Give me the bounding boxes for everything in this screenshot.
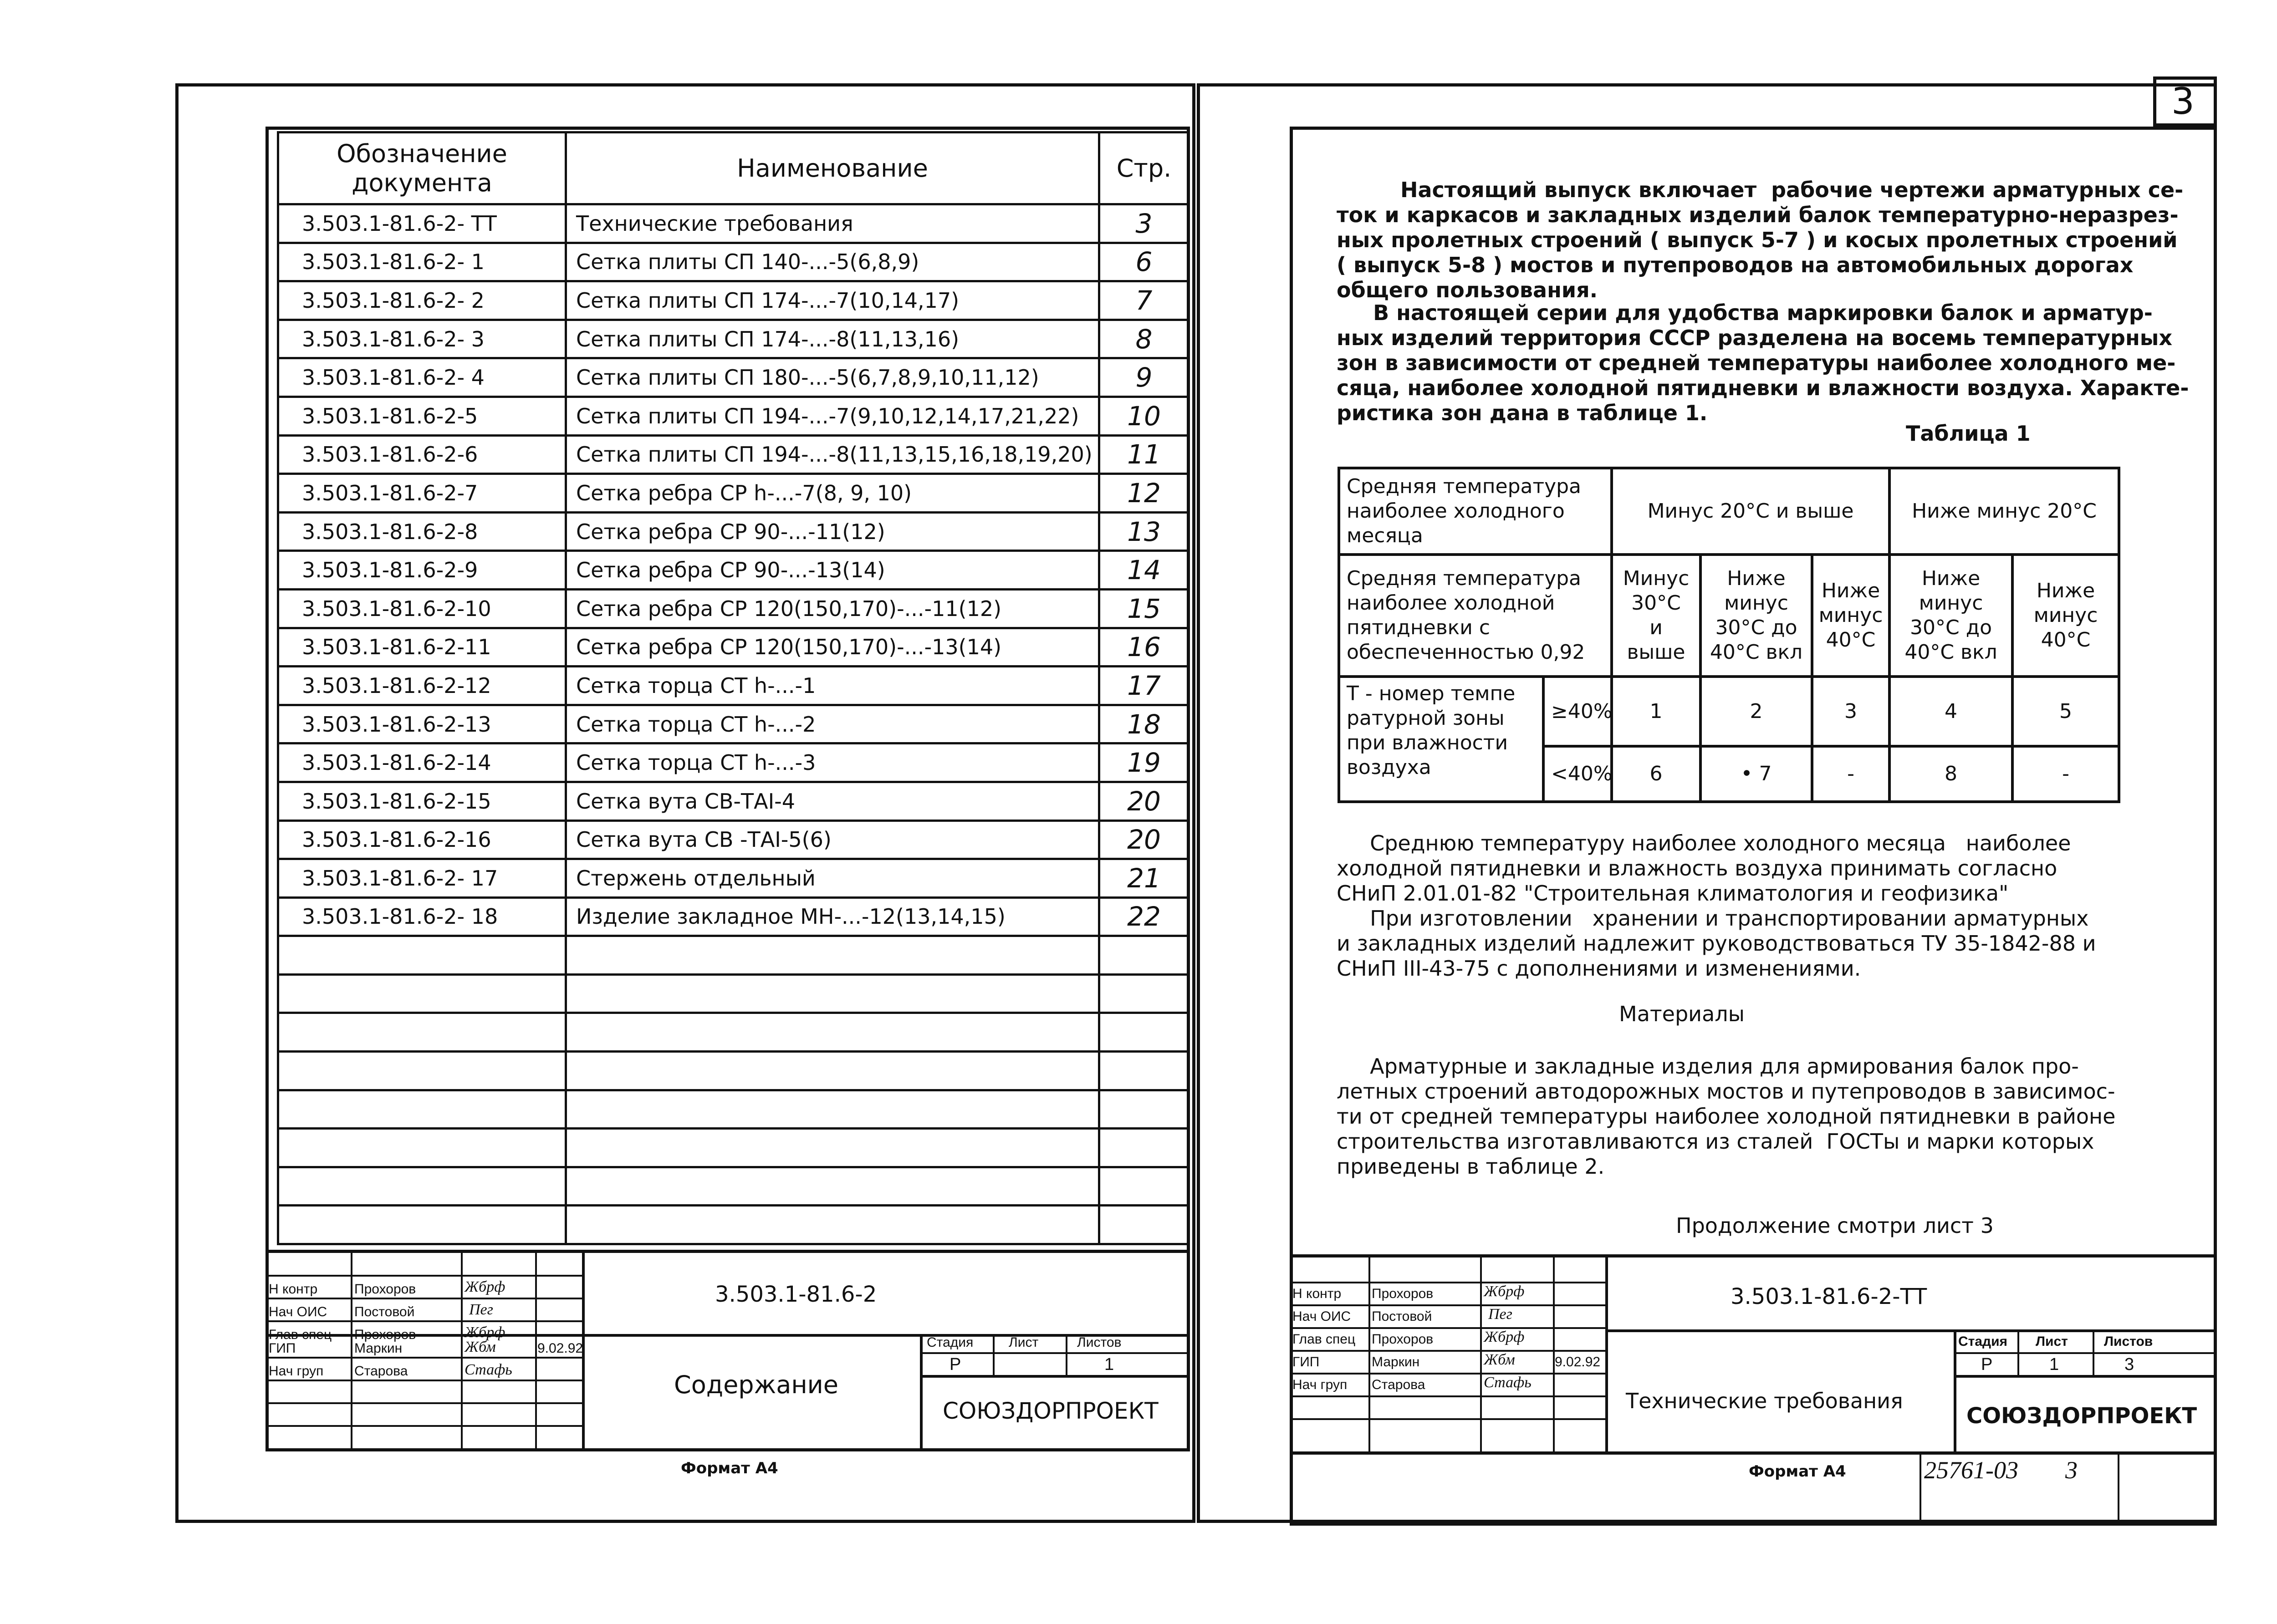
zone-5: 5 xyxy=(2012,677,2119,746)
table-row xyxy=(278,589,1189,628)
zone-2: 2 xyxy=(1700,677,1812,746)
table-row xyxy=(278,782,1189,820)
row-code: 3.503.1-81.6-2-6 xyxy=(278,435,566,474)
row-page: 9 xyxy=(1099,358,1189,397)
right-role-2: Глав спец xyxy=(1292,1332,1356,1347)
row-name xyxy=(566,1129,1099,1167)
row-name: Сетка плиты СП 174-...-7(10,14,17) xyxy=(566,281,1099,320)
left-sheet-label: Лист xyxy=(1009,1335,1039,1350)
row-name: Сетка плиты СП 174-...-8(11,13,16) xyxy=(566,320,1099,358)
left-signature-3: Жбм xyxy=(465,1339,496,1355)
left-person-0: Прохоров xyxy=(354,1282,416,1297)
humidity-high: ≥40% xyxy=(1543,677,1612,746)
zone-row-month xyxy=(1339,468,2119,555)
right-role-1: Нач ОИС xyxy=(1292,1309,1351,1324)
row-page: 15 xyxy=(1099,589,1189,628)
row-page xyxy=(1099,1013,1189,1052)
right-role-3: ГИП xyxy=(1292,1354,1320,1369)
row-name: Сетка плиты СП 140-...-5(6,8,9) xyxy=(566,243,1099,281)
row-code xyxy=(278,1052,566,1090)
row-name: Сетка ребра СР 90-...-11(12) xyxy=(566,512,1099,551)
climate-paragraph: Среднюю температуру наиболее холодного месяца наиболее холодной пятидневки и влажность воздуха принимать согласно СНиП 2.01.01-82 "Строительная климатология и геофизика" При изготовлении хранении и транспортировании арматурных и закладных изделий надлежит руководствоваться ТУ 35-1842-88 и СНиП III-43-75 с дополнениями и изменениями. xyxy=(1337,831,2096,981)
row-code xyxy=(278,1013,566,1052)
left-sheets: 1 xyxy=(1104,1355,1114,1374)
table-row xyxy=(278,1090,1189,1129)
left-org: СОЮЗДОРПРОЕКТ xyxy=(943,1398,1159,1424)
row-name: Сетка торца СТ h-...-1 xyxy=(566,667,1099,705)
table-row xyxy=(278,512,1189,551)
archive-number: 25761-03 xyxy=(1924,1456,2018,1484)
table-row xyxy=(278,974,1189,1013)
left-signature-0: Жбрф xyxy=(465,1278,505,1295)
archive-sheet: 3 xyxy=(2065,1456,2078,1484)
zones-paragraph: В настоящей серии для удобства маркировки балок и арматур- ных изделий территория СССР разделена на восемь температурных зон в зависимости от средней температуры наиболее холодного ме- сяца, наиболее холодной пятидневки и влажности воздуха. Характе- ристика зон дана в таблице 1. xyxy=(1337,300,2189,425)
right-sheets: 3 xyxy=(2124,1355,2134,1374)
right-person-4: Старова xyxy=(1372,1377,1425,1392)
zone-none-b: - xyxy=(2012,746,2119,802)
zone-8: 8 xyxy=(1889,746,2012,802)
zone-none-a: - xyxy=(1812,746,1889,802)
right-format: Формат А4 xyxy=(1749,1462,1846,1481)
table-row xyxy=(278,358,1189,397)
row-page: 21 xyxy=(1099,859,1189,898)
zone-1: 1 xyxy=(1612,677,1700,746)
row-name: Сетка торца СТ h-...-2 xyxy=(566,705,1099,743)
left-date: 9.02.92 xyxy=(537,1341,583,1356)
table-row xyxy=(278,1013,1189,1052)
right-person-2: Прохоров xyxy=(1372,1332,1434,1347)
row-code xyxy=(278,1167,566,1206)
zone-3: 3 xyxy=(1812,677,1889,746)
right-org: СОЮЗДОРПРОЕКТ xyxy=(1966,1403,2197,1429)
row-name: Сетка ребра СР h-...-7(8, 9, 10) xyxy=(566,474,1099,513)
row-name xyxy=(566,936,1099,975)
table-row xyxy=(278,1129,1189,1167)
row-code: 3.503.1-81.6-2-15 xyxy=(278,782,566,820)
left-signature-4: Стафь xyxy=(465,1361,512,1378)
intro-paragraph: Настоящий выпуск включает рабочие чертежи арматурных се- ток и каркасов и закладных изделий балок температурно-неразрез- ных пролетных строений ( выпуск 5-7 ) и косых пролетных строений ( выпуск 5-8 ) мостов и путепроводов на автомобильных дорогах общего пользования. xyxy=(1337,178,2184,302)
table-row xyxy=(278,474,1189,513)
left-stage: Р xyxy=(950,1355,961,1374)
right-signature-0: Жбрф xyxy=(1484,1283,1525,1300)
row-page xyxy=(1099,974,1189,1013)
left-role-2: Глав спец xyxy=(269,1327,332,1342)
row-code xyxy=(278,1090,566,1129)
right-person-0: Прохоров xyxy=(1372,1286,1434,1301)
table-row xyxy=(278,743,1189,782)
row-name: Сетка ребра СР 120(150,170)-...-13(14) xyxy=(566,628,1099,667)
right-sheets-label: Листов xyxy=(2104,1334,2153,1349)
continuation-note: Продолжение смотри лист 3 xyxy=(1676,1213,1994,1238)
zone-row-high-humidity xyxy=(1339,677,2119,746)
row-code: 3.503.1-81.6-2-13 xyxy=(278,705,566,743)
row-page xyxy=(1099,1206,1189,1244)
left-role-1: Нач ОИС xyxy=(269,1304,327,1319)
row-page xyxy=(1099,1090,1189,1129)
row-code: 3.503.1-81.6-2- 18 xyxy=(278,897,566,936)
row-page: 19 xyxy=(1099,743,1189,782)
row-name xyxy=(566,1013,1099,1052)
row-name: Сетка плиты СП 194-...-8(11,13,15,16,18,19,20) xyxy=(566,435,1099,474)
row-name: Изделие закладное МН-...-12(13,14,15) xyxy=(566,897,1099,936)
contents-header-row xyxy=(278,132,1189,204)
row-code: 3.503.1-81.6-2- ТТ xyxy=(278,204,566,243)
table-row xyxy=(278,897,1189,936)
row-page: 6 xyxy=(1099,243,1189,281)
materials-paragraph: Арматурные и закладные изделия для армирования балок про- летных строений автодорожных мостов и путепроводов в зависимос- ти от средней температуры наиболее холодной пятидневки в районе строительства изготавливаются из сталей ГОСТы и марки которых приведены в таблице 2. xyxy=(1337,1054,2116,1179)
header-designation: Обозначение документа xyxy=(278,132,566,204)
zone-row-week xyxy=(1339,555,2119,677)
table-row xyxy=(278,243,1189,281)
right-stage-label: Стадия xyxy=(1958,1334,2008,1349)
table-row xyxy=(278,435,1189,474)
row-page: 18 xyxy=(1099,705,1189,743)
row-page xyxy=(1099,1052,1189,1090)
row-code: 3.503.1-81.6-2- 2 xyxy=(278,281,566,320)
right-sheet: 1 xyxy=(2049,1355,2059,1374)
row-page xyxy=(1099,1129,1189,1167)
table-row xyxy=(278,859,1189,898)
right-role-4: Нач груп xyxy=(1292,1377,1348,1392)
table-row xyxy=(278,1052,1189,1090)
row-code xyxy=(278,1206,566,1244)
zone-6: 6 xyxy=(1612,746,1700,802)
right-role-0: Н контр xyxy=(1292,1286,1342,1301)
left-role-3: ГИП xyxy=(269,1341,296,1356)
right-signature-4: Стафь xyxy=(1484,1374,1532,1391)
right-signature-2: Жбрф xyxy=(1484,1329,1525,1345)
month-below-minus20: Ниже минус 20°С xyxy=(1889,468,2119,555)
right-stage: Р xyxy=(1981,1355,1993,1374)
row-page: 13 xyxy=(1099,512,1189,551)
row-code: 3.503.1-81.6-2-16 xyxy=(278,820,566,859)
zone-7: • 7 xyxy=(1700,746,1812,802)
row-code: 3.503.1-81.6-2-12 xyxy=(278,667,566,705)
right-person-3: Маркин xyxy=(1372,1354,1420,1369)
row-code: 3.503.1-81.6-2-10 xyxy=(278,589,566,628)
row-page: 20 xyxy=(1099,820,1189,859)
table-row xyxy=(278,204,1189,243)
row-page: 17 xyxy=(1099,667,1189,705)
row-page: 22 xyxy=(1099,897,1189,936)
left-signature-2: Жбрф xyxy=(465,1324,505,1341)
zone-number-label: Т - номер темпе ратурной зоны при влажности воздуха xyxy=(1339,677,1543,802)
row-code: 3.503.1-81.6-2- 3 xyxy=(278,320,566,358)
row-name: Стержень отдельный xyxy=(566,859,1099,898)
row-page: 8 xyxy=(1099,320,1189,358)
row-page xyxy=(1099,1167,1189,1206)
row-code: 3.503.1-81.6-2-11 xyxy=(278,628,566,667)
table-row xyxy=(278,820,1189,859)
row-page xyxy=(1099,936,1189,975)
row-page: 10 xyxy=(1099,397,1189,435)
month-label: Средняя температура наиболее холодного месяца xyxy=(1339,468,1612,555)
row-code xyxy=(278,974,566,1013)
row-code: 3.503.1-81.6-2- 17 xyxy=(278,859,566,898)
row-name: Сетка торца СТ h-...-3 xyxy=(566,743,1099,782)
right-signature-1: Пег xyxy=(1488,1306,1512,1323)
contents-table xyxy=(277,131,1190,1245)
week-c4: Ниже минус 30°С до 40°С вкл xyxy=(1889,555,2012,677)
right-signature-3: Жбм xyxy=(1484,1351,1515,1368)
row-code: 3.503.1-81.6-2-5 xyxy=(278,397,566,435)
table-row xyxy=(278,936,1189,975)
row-name xyxy=(566,974,1099,1013)
week-c3: Ниже минус 40°С xyxy=(1812,555,1889,677)
row-name: Сетка вута СВ -ТАI-5(6) xyxy=(566,820,1099,859)
right-title: Технические требования xyxy=(1626,1389,1903,1413)
zone-4: 4 xyxy=(1889,677,2012,746)
row-page: 3 xyxy=(1099,204,1189,243)
table-row xyxy=(278,1167,1189,1206)
month-above-minus20: Минус 20°С и выше xyxy=(1612,468,1889,555)
week-c5: Ниже минус 40°С xyxy=(2012,555,2119,677)
week-c1: Минус 30°С и выше xyxy=(1612,555,1700,677)
week-label: Средняя температура наиболее холодной пятидневки с обеспеченностью 0,92 xyxy=(1339,555,1612,677)
header-page: Стр. xyxy=(1099,132,1189,204)
row-name xyxy=(566,1167,1099,1206)
row-code xyxy=(278,936,566,975)
right-doc-code: 3.503.1-81.6-2-ТТ xyxy=(1731,1284,1927,1309)
left-signature-1: Пег xyxy=(469,1301,493,1318)
left-person-3: Маркин xyxy=(354,1341,403,1356)
table-row xyxy=(278,551,1189,590)
row-name: Сетка вута СВ-ТАI-4 xyxy=(566,782,1099,820)
row-code: 3.503.1-81.6-2-9 xyxy=(278,551,566,590)
contents-body xyxy=(278,204,1189,1244)
row-name: Сетка плиты СП 194-...-7(9,10,12,14,17,21,22) xyxy=(566,397,1099,435)
table-label: Таблица 1 xyxy=(1906,421,2031,446)
row-name xyxy=(566,1052,1099,1090)
left-title: Содержание xyxy=(674,1370,838,1399)
row-code: 3.503.1-81.6-2- 1 xyxy=(278,243,566,281)
right-person-1: Постовой xyxy=(1372,1309,1432,1324)
zone-table xyxy=(1338,467,2120,803)
row-page: 20 xyxy=(1099,782,1189,820)
left-doc-code: 3.503.1-81.6-2 xyxy=(715,1282,877,1307)
table-row xyxy=(278,281,1189,320)
humidity-low: <40% xyxy=(1543,746,1612,802)
left-stage-label: Стадия xyxy=(927,1335,974,1350)
row-code: 3.503.1-81.6-2-7 xyxy=(278,474,566,513)
left-person-2: Прохоров xyxy=(354,1327,416,1342)
table-row xyxy=(278,628,1189,667)
week-c2: Ниже минус 30°С до 40°С вкл xyxy=(1700,555,1812,677)
row-page: 14 xyxy=(1099,551,1189,590)
table-row xyxy=(278,667,1189,705)
right-date: 9.02.92 xyxy=(1555,1354,1601,1369)
row-page: 7 xyxy=(1099,281,1189,320)
row-name xyxy=(566,1090,1099,1129)
left-role-0: Н контр xyxy=(269,1282,318,1297)
row-name: Сетка ребра СР 120(150,170)-...-11(12) xyxy=(566,589,1099,628)
table-row xyxy=(278,397,1189,435)
row-name: Сетка плиты СП 180-...-5(6,7,8,9,10,11,12) xyxy=(566,358,1099,397)
row-page: 12 xyxy=(1099,474,1189,513)
row-name xyxy=(566,1206,1099,1244)
left-sheets-label: Листов xyxy=(1077,1335,1122,1350)
row-name: Сетка ребра СР 90-...-13(14) xyxy=(566,551,1099,590)
table-row xyxy=(278,1206,1189,1244)
header-name: Наименование xyxy=(566,132,1099,204)
right-sheet-label: Лист xyxy=(2036,1334,2068,1349)
row-code: 3.503.1-81.6-2-8 xyxy=(278,512,566,551)
left-format: Формат А4 xyxy=(681,1459,778,1477)
left-person-1: Постовой xyxy=(354,1304,415,1319)
left-person-4: Старова xyxy=(354,1364,408,1379)
table-row xyxy=(278,320,1189,358)
materials-heading: Материалы xyxy=(1619,1002,1745,1026)
sheet-number: 3 xyxy=(2171,80,2195,122)
row-name: Технические требования xyxy=(566,204,1099,243)
table-row xyxy=(278,705,1189,743)
row-page: 16 xyxy=(1099,628,1189,667)
row-page: 11 xyxy=(1099,435,1189,474)
left-role-4: Нач груп xyxy=(269,1364,324,1379)
row-code: 3.503.1-81.6-2-14 xyxy=(278,743,566,782)
row-code xyxy=(278,1129,566,1167)
row-code: 3.503.1-81.6-2- 4 xyxy=(278,358,566,397)
